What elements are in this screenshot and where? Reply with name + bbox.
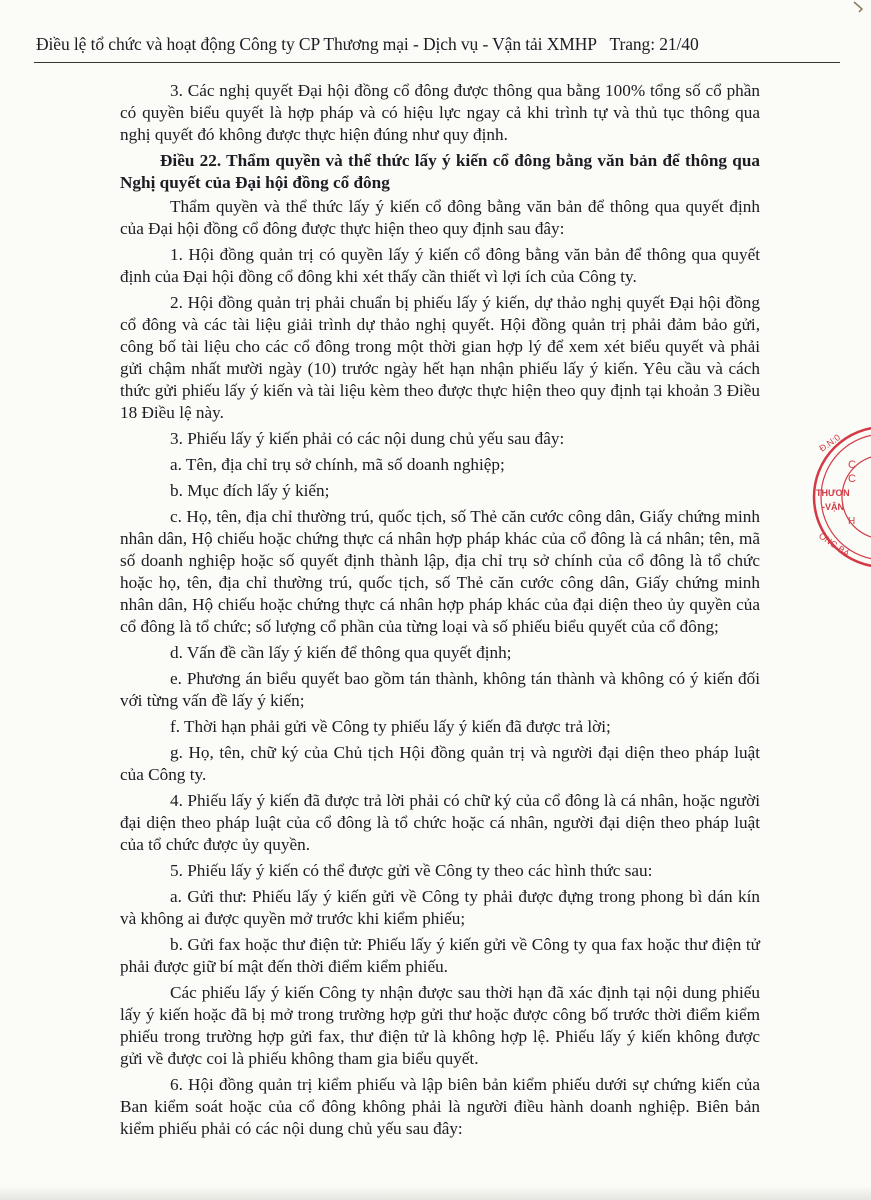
company-seal-icon <box>808 422 871 572</box>
svg-text:THƯƠN: THƯƠN <box>816 488 850 498</box>
clause-3c: c. Họ, tên, địa chỉ thường trú, quốc tịch, số Thẻ căn cước công dân, Giấy chứng minh nhân dân, Hộ chiếu hoặc chứng thực cá nhân hợp pháp khác của cổ đông là cá nhân; tên, mã số doanh nghiệp hoặc số quyết định thành lập, địa chỉ trụ sở chính của cổ đông là tổ chức hoặc họ, tên, địa chỉ thường trú, quốc tịch, số Thẻ căn cước công dân, Giấy chứng minh nhân dân, Hộ chiếu hoặc chứng thực cá nhân hợp pháp khác của đại diện theo ủy quyền của cổ đông là tổ chức; số lượng cổ phần của từng loại và số phiếu biểu quyết của cổ đông; <box>120 507 760 636</box>
scan-speck-icon <box>852 0 866 14</box>
clause-5b: b. Gửi fax hoặc thư điện tử: Phiếu lấy ý kiến gửi về Công ty qua fax hoặc thư điện tử phải được giữ bí mật đến thời điểm kiểm phiếu. <box>120 935 760 976</box>
svg-text:C: C <box>848 473 856 485</box>
article-22-heading: Điều 22. Thẩm quyền và thể thức lấy ý kiến cổ đông bằng văn bản để thông qua Nghị quyết của Đại hội đồng cổ đông <box>120 151 760 192</box>
document-body <box>120 80 760 1144</box>
clause-4: 4. Phiếu lấy ý kiến đã được trả lời phải có chữ ký của cổ đông là cá nhân, hoặc người đại diện theo pháp luật của cổ đông là tổ chức hoặc cá nhân, người đại diện theo pháp luật của tổ chức được ủy quyền. <box>120 791 760 854</box>
svg-text:H: H <box>848 516 856 527</box>
paragraph-3-resolution: 3. Các nghị quyết Đại hội đồng cổ đông được thông qua bằng 100% tổng số cổ phần có quyền biểu quyết là hợp pháp và có hiệu lực ngay cả khi trình tự và thủ tục thông qua nghị quyết đó không được thực hiện đúng như quy định. <box>120 81 760 144</box>
svg-text:-VẬN: -VẬN <box>822 502 844 512</box>
clause-3f: f. Thời hạn phải gửi về Công ty phiếu lấy ý kiến đã được trả lời; <box>170 717 611 736</box>
clause-3g: g. Họ, tên, chữ ký của Chủ tịch Hội đồng quản trị và người đại diện theo pháp luật của Công ty. <box>120 743 760 784</box>
scan-bottom-edge <box>0 1186 871 1200</box>
page-header <box>36 34 836 55</box>
svg-text:Đ.N:0: Đ.N:0 <box>817 432 843 454</box>
clause-3e: e. Phương án biểu quyết bao gồm tán thành, không tán thành và không có ý kiến đối với từng vấn đề lấy ý kiến; <box>120 669 760 710</box>
clause-3: 3. Phiếu lấy ý kiến phải có các nội dung chủ yếu sau đây: <box>170 429 565 448</box>
clause-3d: d. Vấn đề cần lấy ý kiến để thông qua quyết định; <box>170 643 512 662</box>
clause-3b: b. Mục đích lấy ý kiến; <box>170 481 330 500</box>
clause-5a: a. Gửi thư: Phiếu lấy ý kiến gửi về Công ty phải được đựng trong phong bì dán kín và không ai được quyền mở trước khi kiểm phiếu; <box>120 887 760 928</box>
svg-text:ÔNG BẢ: ÔNG BẢ <box>817 530 852 559</box>
clause-1: 1. Hội đồng quản trị có quyền lấy ý kiến cổ đông bằng văn bản để thông qua quyết định của Đại hội đồng cổ đông khi xét thấy cần thiết vì lợi ích của Công ty. <box>120 245 760 286</box>
article-22-intro: Thẩm quyền và thể thức lấy ý kiến cổ đông bằng văn bản để thông qua quyết định của Đại hội đồng cổ đông được thực hiện theo quy định sau đây: <box>120 197 760 238</box>
clause-5: 5. Phiếu lấy ý kiến có thể được gửi về Công ty theo các hình thức sau: <box>170 861 653 880</box>
header-divider <box>34 62 840 63</box>
clause-5-invalid-ballots: Các phiếu lấy ý kiến Công ty nhận được sau thời hạn đã xác định tại nội dung phiếu lấy ý kiến hoặc đã bị mở trong trường hợp gửi thư hoặc được công bố trước thời điểm kiểm phiếu trong trường hợp gửi fax, thư điện tử là không hợp lệ. Phiếu lấy ý kiến không được gửi về được coi là phiếu không tham gia biểu quyết. <box>120 983 760 1068</box>
clause-3a: a. Tên, địa chỉ trụ sở chính, mã số doanh nghiệp; <box>170 455 505 474</box>
clause-6: 6. Hội đồng quản trị kiểm phiếu và lập biên bản kiểm phiếu dưới sự chứng kiến của Ban kiểm soát hoặc của cổ đông không phải là người điều hành doanh nghiệp. Biên bản kiểm phiếu phải có các nội dung chủ yếu sau đây: <box>120 1075 760 1138</box>
page-number: Trang: 21/40 <box>609 34 699 54</box>
clause-2: 2. Hội đồng quản trị phải chuẩn bị phiếu lấy ý kiến, dự thảo nghị quyết Đại hội đồng cổ đông và các tài liệu giải trình dự thảo nghị quyết. Hội đồng quản trị phải đảm bảo gửi, công bố tài liệu cho các cổ đông trong một thời gian hợp lý để xem xét biểu quyết và phải gửi chậm nhất mười ngày (10) trước ngày hết hạn nhận phiếu lấy ý kiến. Yêu cầu và cách thức gửi phiếu lấy ý kiến và tài liệu kèm theo được thực hiện theo quy định tại khoản 3 Điều 18 Điều lệ này. <box>120 293 760 422</box>
header-title: Điều lệ tổ chức và hoạt động Công ty CP Thương mại - Dịch vụ - Vận tải XMHP <box>36 34 597 54</box>
svg-text:C: C <box>848 459 856 471</box>
